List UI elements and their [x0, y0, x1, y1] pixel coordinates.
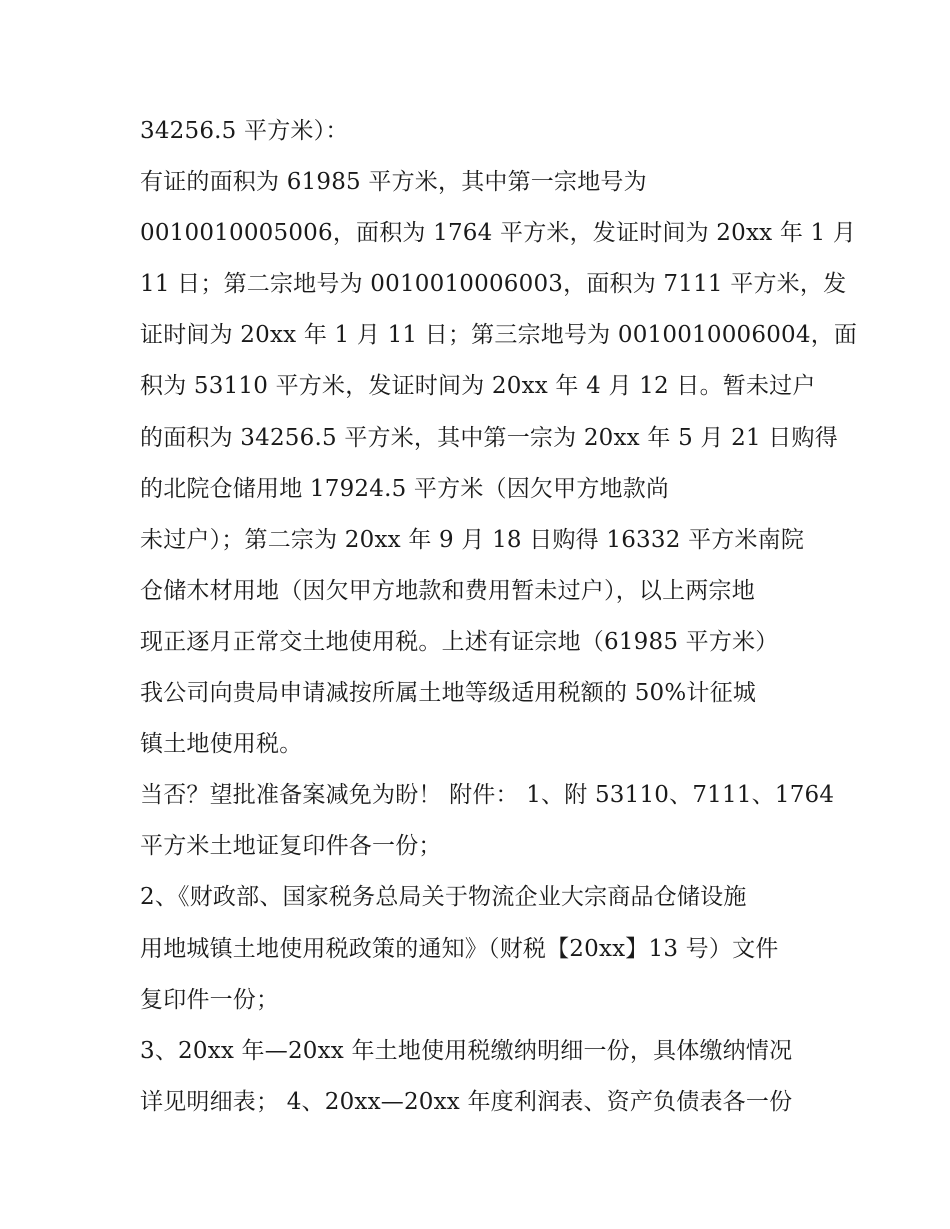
text-line: 镇土地使用税。	[140, 731, 303, 758]
text-line: 复印件一份；	[140, 986, 280, 1013]
text-line: 的北院仓储用地 17924.5 平方米（因欠甲方地款尚	[140, 475, 670, 502]
text-line: 3、20xx 年—20xx 年土地使用税缴纳明细一份，具体缴纳情况	[140, 1037, 793, 1064]
text-line: 证时间为 20xx 年 1 月 11 日；第三宗地号为 0010010006004，面	[140, 322, 858, 349]
text-line: 34256.5 平方米）：	[140, 118, 349, 144]
text-line: 有证的面积为 61985 平方米，其中第一宗地号为	[140, 169, 647, 196]
text-line: 11 日；第二宗地号为 0010010006003，面积为 7111 平方米，发	[140, 271, 847, 298]
text-line: 仓储木材用地（因欠甲方地款和费用暂未过户），以上两宗地	[140, 577, 755, 604]
text-line: 积为 53110 平方米，发证时间为 20xx 年 4 月 12 日。暂未过户	[140, 373, 816, 400]
text-line: 未过户）；第二宗为 20xx 年 9 月 18 日购得 16332 平方米南院	[140, 526, 805, 553]
text-line: 平方米土地证复印件各一份；	[140, 833, 442, 860]
text-line: 现正逐月正常交土地使用税。上述有证宗地（61985 平方米）	[140, 628, 779, 655]
text-line: 2、《财政部、国家税务总局关于物流企业大宗商品仓储设施	[140, 884, 747, 911]
text-line: 我公司向贵局申请减按所属土地等级适用税额的 50%计征城	[140, 680, 757, 707]
document-body	[140, 106, 858, 1128]
text-line: 当否？望批准备案减免为盼！ 附件： 1、附 53110、7111、1764	[140, 782, 835, 809]
text-line: 0010010005006，面积为 1764 平方米，发证时间为 20xx 年 1 月	[140, 220, 857, 247]
text-line: 详见明细表； 4、20xx—20xx 年度利润表、资产负债表各一份	[140, 1088, 793, 1115]
text-line: 的面积为 34256.5 平方米，其中第一宗为 20xx 年 5 月 21 日购得	[140, 424, 838, 451]
text-line: 用地城镇土地使用税政策的通知》（财税【20xx】13 号）文件	[140, 935, 779, 962]
